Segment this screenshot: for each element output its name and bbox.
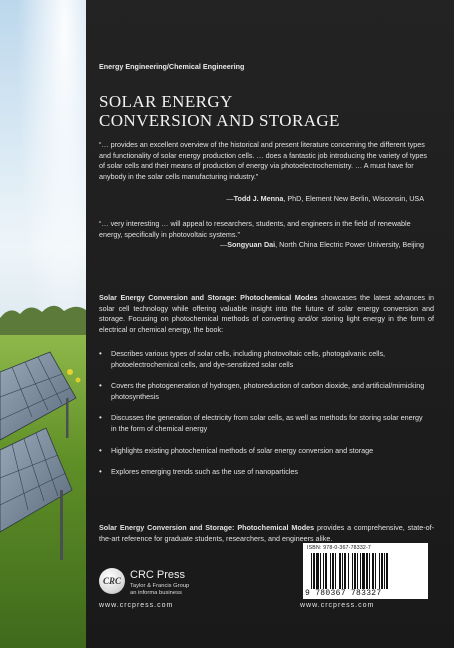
- barcode-bar: [348, 553, 349, 589]
- crc-logo-icon: [99, 568, 125, 594]
- barcode-bar: [320, 553, 321, 589]
- publisher-group: Taylor & Francis Group: [130, 583, 190, 589]
- bullet-icon: •: [99, 445, 102, 455]
- description-text: showcases the latest advances in solar cell technology while offering valuable insight into the future of solar energy conversion and storage. Focusing on photochemical methods of converting and/or storing light energy in the form of electrical or chemical energy, the book:: [99, 293, 434, 334]
- barcode-bar: [366, 553, 368, 589]
- feature-list: [99, 349, 429, 489]
- barcode-bar: [375, 553, 376, 589]
- barcode-bar: [332, 553, 334, 589]
- list-item-text: Explores emerging trends such as the use of nanoparticles: [111, 467, 298, 477]
- review-attribution-2: [220, 240, 424, 251]
- closing-paragraph: [99, 523, 434, 544]
- publisher-logo: [99, 566, 229, 602]
- barcode-bar: [372, 553, 374, 589]
- list-item-text: Covers the photogeneration of hydrogen, photoreduction of carbon dioxide, and artificial/mimicking photosynthesis: [111, 381, 425, 401]
- barcode-bar: [369, 553, 370, 589]
- barcode-bar: [311, 553, 312, 589]
- publisher-tagline: an informa business: [130, 590, 182, 596]
- bullet-icon: •: [99, 467, 102, 477]
- publisher-url-right: www.crcpress.com: [300, 602, 375, 609]
- barcode-bar: [344, 553, 346, 589]
- list-item: [99, 381, 429, 402]
- barcode-bar: [379, 553, 380, 589]
- barcode-bar: [323, 553, 324, 589]
- dash: —: [220, 240, 228, 249]
- barcode-bar: [384, 553, 385, 589]
- book-title: [99, 92, 419, 130]
- title-line-2: CONVERSION AND STORAGE: [99, 111, 340, 130]
- dash: —: [226, 194, 234, 203]
- barcode-bar: [325, 553, 327, 589]
- barcode-bar: [357, 553, 358, 589]
- review-attribution-1: [226, 194, 424, 205]
- reviewer-affiliation: , North China Electric Power University, Beijing: [275, 240, 424, 249]
- list-item-text: Describes various types of solar cells, including photovoltaic cells, photogalvanic cells, photoelectrochemical cells, and dye-sensitized solar cells: [111, 349, 386, 369]
- bullet-icon: •: [99, 381, 102, 391]
- barcode-bars: [311, 553, 421, 589]
- reviewer-name: Songyuan Dai: [227, 240, 276, 249]
- review-quote-2: “… very interesting … will appeal to researchers, students, and engineers in the field of renewable energy, specifically in photovoltaic systems.”: [99, 219, 411, 239]
- barcode-bar: [381, 553, 383, 589]
- title-line-1: SOLAR ENERGY: [99, 92, 233, 111]
- reviewer-name: Todd J. Menna: [233, 194, 284, 203]
- list-item-text: Discusses the generation of electricity from solar cells, as well as methods for storing solar energy in the form of chemical energy: [111, 413, 423, 433]
- barcode-bar: [316, 553, 319, 589]
- logo-letters: CRC: [102, 576, 121, 586]
- review-quote-1: “… provides an excellent overview of the historical and present literature concerning the different types and functionality of solar energy production cells. … does a fantastic job introducing the variety of types of solar cells and their means of production of energy via photoelectrochemistry. … A must have for anybody in the solar cells manufacturing industry.”: [99, 140, 428, 181]
- publisher-name: CRC Press: [130, 569, 186, 581]
- list-item-text: Highlights existing photochemical methods of solar energy conversion and storage: [111, 445, 374, 455]
- barcode-bar: [352, 553, 353, 589]
- solar-field-illustration: [0, 0, 86, 648]
- list-item: [99, 413, 429, 434]
- reviewer-affiliation: , PhD, Element New Berlin, Wisconsin, USA: [283, 194, 424, 203]
- barcode-bar: [360, 553, 361, 589]
- book-title-inline: Solar Energy Conversion and Storage: Photochemical Modes: [99, 523, 315, 532]
- isbn-digits: 9 780367 783327: [305, 589, 382, 598]
- list-item: [99, 467, 429, 478]
- publisher-url-left: www.crcpress.com: [99, 602, 174, 609]
- barcode-bar: [342, 553, 343, 589]
- book-title-inline: Solar Energy Conversion and Storage: Photochemical Modes: [99, 293, 318, 302]
- isbn-label: ISBN: 978-0-367-78332-7: [307, 545, 372, 551]
- closing-text: provides a comprehensive, state-of-the-art reference for graduate students, researchers, and engineers alike.: [99, 523, 434, 543]
- barcode-bar: [339, 553, 341, 589]
- subject-category: Energy Engineering/Chemical Engineering: [99, 62, 245, 71]
- bullet-icon: •: [99, 413, 102, 423]
- barcode-bar: [313, 553, 315, 589]
- barcode-bar: [330, 553, 331, 589]
- barcode-bar: [335, 553, 336, 589]
- book-description: [99, 293, 434, 335]
- bullet-icon: •: [99, 349, 102, 358]
- cover-photo-solar-panels: [0, 0, 86, 648]
- list-item: [99, 446, 429, 457]
- barcode-bar: [386, 553, 388, 589]
- isbn-barcode: [303, 543, 428, 599]
- barcode-bar: [354, 553, 356, 589]
- barcode-bar: [362, 553, 365, 589]
- list-item: [99, 349, 429, 370]
